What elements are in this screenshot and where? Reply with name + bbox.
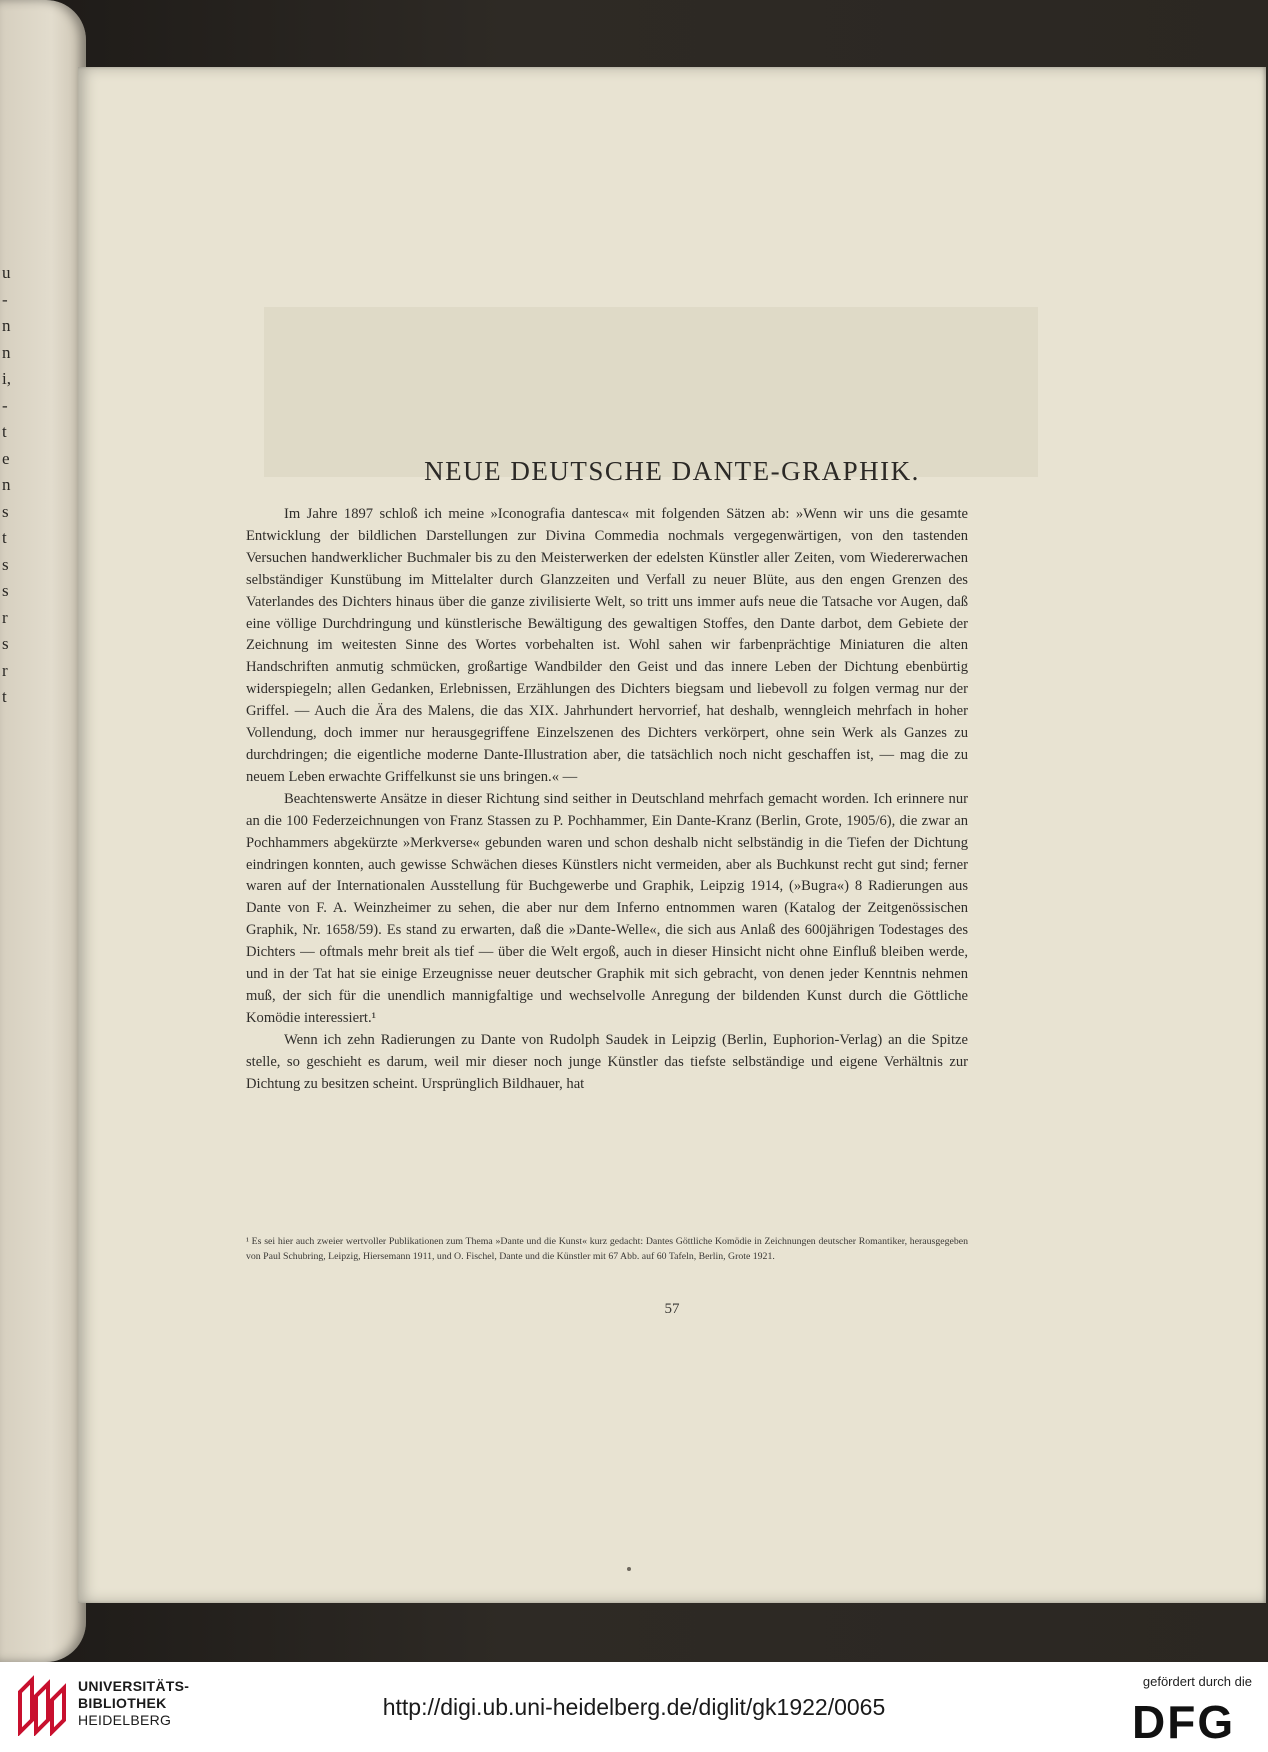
article-title: NEUE DEUTSCHE DANTE-GRAPHIK. bbox=[424, 456, 920, 486]
margin-letter: s bbox=[2, 581, 9, 600]
page-number: 57 bbox=[664, 1301, 680, 1317]
footnote: ¹ Es sei hier auch zweier wertvoller Publikationen zum Thema »Dante und die Kunst« kurz gedacht: Dantes Göttliche Komödie in Zeichnungen deutscher Romantiker, herausgegeben von Paul Schubring, Leipzig, Hiersemann 1911, und O. Fischel, Dante und die Künstler mit 67 Abb. auf 60 Tafeln, Berlin, Grote 1921. bbox=[246, 1236, 968, 1262]
body-text bbox=[246, 504, 968, 1095]
permalink-url[interactable]: http://digi.ub.uni-heidelberg.de/diglit/gk1922/0065 bbox=[382, 1694, 886, 1720]
margin-letter: - bbox=[2, 289, 8, 309]
margin-letters bbox=[2, 260, 14, 711]
viewer-footer bbox=[0, 1662, 1268, 1752]
margin-letter: i, bbox=[2, 369, 11, 388]
library-name-line-3: HEIDELBERG bbox=[78, 1712, 172, 1728]
margin-letter: n bbox=[2, 316, 11, 335]
margin-letter: n bbox=[2, 342, 11, 362]
previous-page-edge bbox=[0, 0, 86, 1662]
margin-letter: s bbox=[2, 554, 9, 574]
paragraph-3: Wenn ich zehn Radierungen zu Dante von Rudolph Saudek in Leipzig (Berlin, Euphorion-Verlag) an die Spitze stelle, so geschieht es darum, weil mir dieser noch junge Künstler das tiefste selbständige und eigene Verhältnis zur Dichtung zu besitzen scheint. Ursprünglich Bildhauer, hat bbox=[246, 1031, 968, 1092]
dfg-logo-icon[interactable] bbox=[1130, 1698, 1254, 1742]
margin-letter: u bbox=[2, 263, 11, 282]
margin-letter: r bbox=[2, 607, 8, 627]
margin-letter: s bbox=[2, 634, 9, 653]
margin-letter: t bbox=[2, 687, 7, 706]
margin-letter: t bbox=[2, 528, 7, 547]
funded-by-label: gefördert durch die bbox=[1142, 1674, 1252, 1689]
paragraph-2: Beachtenswerte Ansätze in dieser Richtung sind seither in Deutschland mehrfach gemacht worden. Ich erinnere nur an die 100 Federzeichnungen von Franz Stassen zu P. Pochhammer, Ein Dante-Kranz (Berlin, Grote, 1905/6), die zwar an Pochhammers abgekürzte »Merkverse« gebunden waren und schon deshalb nicht selbständig in die Tiefen der Dichtung eindringen konnten, auch gewisse Schwächen dieses Künstlers nicht vermeiden, aber als Buchkunst recht gut sind; ferner waren auf der Internationalen Ausstellung für Buchgewerbe und Graphik, Leipzig 1914, (»Bugra«) 8 Radierungen aus Dante von F. A. Weinzheimer zu sehen, die aber nur dem Inferno entnommen waren (Katalog der Zeitgenössischen Graphik, Nr. 1658/59). Es stand zu erwarten, daß die »Dante-Welle«, die sich aus Anlaß des 600jährigen Todestages des Dichters — oftmals mehr breit als tief — über die Welt ergoß, auch in dieser Hinsicht nicht ohne Einfluß bleiben werde, und in der Tat hat sie einige Erzeugnisse neuer deutscher Graphik mit sich gebracht, von denen jeder Kenntnis nehmen muß, der sich für die unendlich mannigfaltige und wechselvolle Anregung der bildenden Kunst durch die Göttliche Komödie interessiert.¹ bbox=[246, 790, 968, 1026]
margin-letter: e bbox=[2, 448, 10, 468]
margin-letter: - bbox=[2, 395, 8, 415]
margin-letter: r bbox=[2, 660, 8, 680]
show-through-block bbox=[264, 307, 1038, 477]
library-name-line-1: UNIVERSITÄTS- bbox=[78, 1678, 190, 1694]
margin-letter: s bbox=[2, 501, 9, 521]
svg-text:DFG: DFG bbox=[1132, 1698, 1236, 1742]
library-name-line-2: BIBLIOTHEK bbox=[78, 1695, 167, 1711]
paper-speck bbox=[627, 1567, 631, 1571]
margin-letter: n bbox=[2, 475, 11, 494]
paragraph-1: Im Jahre 1897 schloß ich meine »Iconografia dantesca« mit folgenden Sätzen ab: »Wenn wir uns die gesamte Entwicklung der bildlichen Darstellungen zur Divina Commedia nochmals vergegenwärtigen, von den tastenden Versuchen handwerklicher Buchmaler bis zu den Meisterwerken der edelsten Künstler aller Zeiten, vom Wiedererwachen selbständiger Kunstübung im Mittelalter durch Glanzzeiten und Verfall zu neuer Blüte, aus den engen Grenzen des Vaterlandes des Dichters hinaus über die ganze zivilisierte Welt, so tritt uns immer aufs neue die Tatsache vor Augen, daß eine völlige Durchdringung und künstlerische Bewältigung des gewaltigen Stoffes, den Dante darbot, dem Gebiete der Zeichnung im weitesten Sinne des Wortes vorbehalten ist. Wohl sahen wir farbenprächtige Miniaturen die alten Handschriften anmutig schmücken, großartige Wandbilder den Geist und das innere Leben der Dichtung ebenbürtig widerspiegeln; allen Gedanken, Erlebnissen, Erzählungen des Dichters biegsam und liebevoll zu folgen vermag nur der Griffel. — Auch die Ära des Malens, die das XIX. Jahrhundert hervorrief, hat deshalb, wenngleich mehrfach in hoher Vollendung, doch immer nur herausgegriffene Einzelszenen des Dichters verkörpert, ohne sein Werk als Ganzes zu durchdringen; die eigentliche moderne Dante-Illustration aber, die tatsächlich noch nicht geschaffen ist, — mag die zu neuem Leben erwachte Griffelkunst sie uns bringen.« — bbox=[246, 506, 968, 785]
margin-letter: t bbox=[2, 422, 7, 441]
